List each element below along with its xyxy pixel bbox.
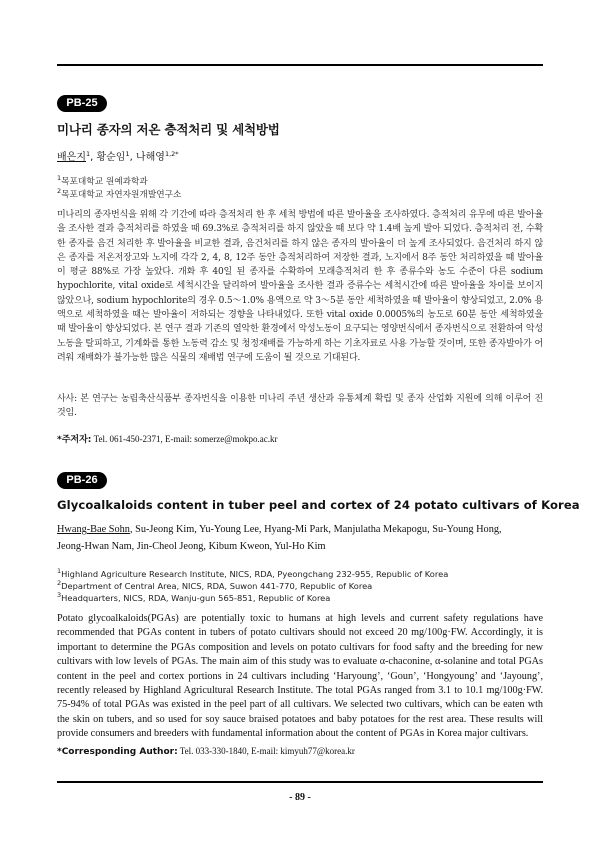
affiliation-sup: 1 xyxy=(57,174,62,182)
author-name: 황순임 xyxy=(96,152,126,163)
affiliation-text: Highland Agriculture Research Institute, NICS, RDA, Pyeongchang 232-955, Republic of Korea xyxy=(61,569,449,579)
abstract-badge: PB-26 xyxy=(57,472,107,489)
page-number: - 89 - xyxy=(289,792,311,803)
abstract-body: 미나리의 종자번식을 위해 각 기간에 따라 층적처리 한 후 세척 방법에 따른 발아율을 조사하였다. 층적처리 유무에 따른 발아율을 조사한 결과 층적처리를 하였을 때 69.3%로 층적처리를 하지 않았을 때 보다 약 1.4배 높게 발아 되었다. 층적처리 전, 수확한 종자를 음건 처리한 후 발아율을 비교한 결과, 음건처리를 하지 않은 종자의 발아율이 더 높게 조사되었다. 음건처리 하지 않은 종자를 저온저장고와 노지에 각각 2, 4, 8, 12주 동안 층적처리하여 저장한 결과, 노지에서 8주 동안 처리하였을 때 발아율이 평균 88%로 가장 높았다. 개화 후 40일 된 종자를 수확하여 모래층적처리 한 후 종류수와 농도 수준이 다른 sodium hypochlorite, vital oxide로 세척시간을 달리하여 발아율을 조사한 결과 증류수는 세척시간에 따른 발아율을 차이를 보이지 않았으나, sodium hypochlorite의 경우 0.5～1.0% 용액으로 약 3～5분 동안 세척하였을 때 발아율이 향상되었고, 2.0% 용액으로 세척하였을 때는 발아율이 저하되는 경향을 나타내었다. 또한 vital oxide 0.0005%의 농도로 60분 동안 세척하였을 때 발아율이 향상되었다. 본 연구 결과 기존의 열악한 환경에서 악성노동이 요구되는 영양번식에서 종자번식으로 전환하여 악성노동을 탈피하고, 기계화를 통한 노동력 감소 및 청정재배를 가능하게 하는 기초자료로 사용 가능할 것이며, 또한 종자발아가 어려워 재배화가 불가능한 많은 식물의 재배법 연구에 도움이 될 것으로 기대된다. xyxy=(57,210,543,363)
top-rule xyxy=(57,64,543,66)
abstract-title: 미나리 종자의 저온 층적처리 및 세척방법 xyxy=(57,122,280,137)
corr-text: Tel. 061-450-2371, E-mail: somerze@mokpo.ac.kr xyxy=(93,434,278,444)
affiliation-sup: 2 xyxy=(57,187,62,195)
author-sup: 1 xyxy=(125,150,130,158)
corr-label: *주저자: xyxy=(57,435,92,445)
author-sup: 1,2* xyxy=(164,150,179,158)
affiliation-sup: 1 xyxy=(57,567,62,575)
author-list xyxy=(57,522,543,555)
acknowledgement: 사사: 본 연구는 농림축산식품부 종자번식을 이용한 미나리 주년 생산과 유통체계 확립 및 종자 산업화 지원에 의해 이루어 진 것임. xyxy=(57,394,543,419)
affiliation-text: Headquarters, NICS, RDA, Wanju-gun 565-851, Republic of Korea xyxy=(61,593,331,603)
corresponding-author xyxy=(57,746,355,757)
author-names: , Su-Jeong Kim, Yu-Young Lee, Hyang-Mi Park, Manjulatha Mekapogu, Su-Young Hong, xyxy=(129,524,502,535)
corr-text: Tel. 033-330-1840, E-mail: kimyuh77@korea.kr xyxy=(179,746,355,756)
author-list: 배은지$^1$, 황순임$^1$, 나해영$^{1,2*}$ xyxy=(57,150,179,163)
abstract-badge: PB-25 xyxy=(57,95,107,112)
author-sup: 1 xyxy=(85,150,91,158)
affiliation-sup: 2 xyxy=(57,579,62,587)
author-name: Hwang-Bae Sohn xyxy=(57,524,130,535)
affiliation-text: Department of Central Area, NICS, RDA, Suwon 441-770, Republic of Korea xyxy=(61,581,373,591)
corr-label: *Corresponding Author: xyxy=(57,747,178,757)
affiliation-text: 목포대학교 자연자원개발연구소 xyxy=(61,190,182,200)
affiliation xyxy=(57,185,181,202)
affiliation-text: 목포대학교 원예과학과 xyxy=(61,177,148,187)
author-names: Jeong-Hwan Nam, Jin-Cheol Jeong, Kibum Kweon, Yul-Ho Kim xyxy=(57,540,326,552)
abstract-body: Potato glycoalkaloids(PGAs) are potentially toxic to humans at high levels and current safety regulations have recommended that PGAs content in tubers of potato cultivars should not exceed 20 mg/100g·FW. Accordingly, it is important to determine the PGAs composition and levels on potato cultivars for food safty and the breeding for new cultivars with low levels of PGAs. The main aim of this study was to evaluate α-chaconine, α-solanine and total PGAs content in the peel and cortex portions in 24 cultivars including ‘Haryoung’, ‘Goun’, ‘Hongyoung’ and ‘Jayoung’, recently released by Highland Agricultural Research Institute. The total PGAs ranged from 3.1 to 10.1 mg/100g·FW. 75-94% of total PGAs was existed in the peel part of all cultivars. We selected two cultivars, which can be eaten wth the skin on tubers, and so used for soy sauce braised potatoes and baby potatoes for the rest area. These results will provide consumers and breeders with fundamental information about the content of PGAs in Korea major cultivars. xyxy=(57,613,543,740)
author-name: 나해영 xyxy=(135,152,165,163)
abstract-title: Glycoalkaloids content in tuber peel and cortex of 24 potato cultivars of Korea xyxy=(57,498,580,512)
bottom-rule xyxy=(57,781,543,783)
affiliation-sup: 3 xyxy=(57,591,62,599)
author-name: 배은지 xyxy=(57,152,86,163)
corresponding-author xyxy=(57,432,278,445)
affiliation xyxy=(57,589,330,605)
